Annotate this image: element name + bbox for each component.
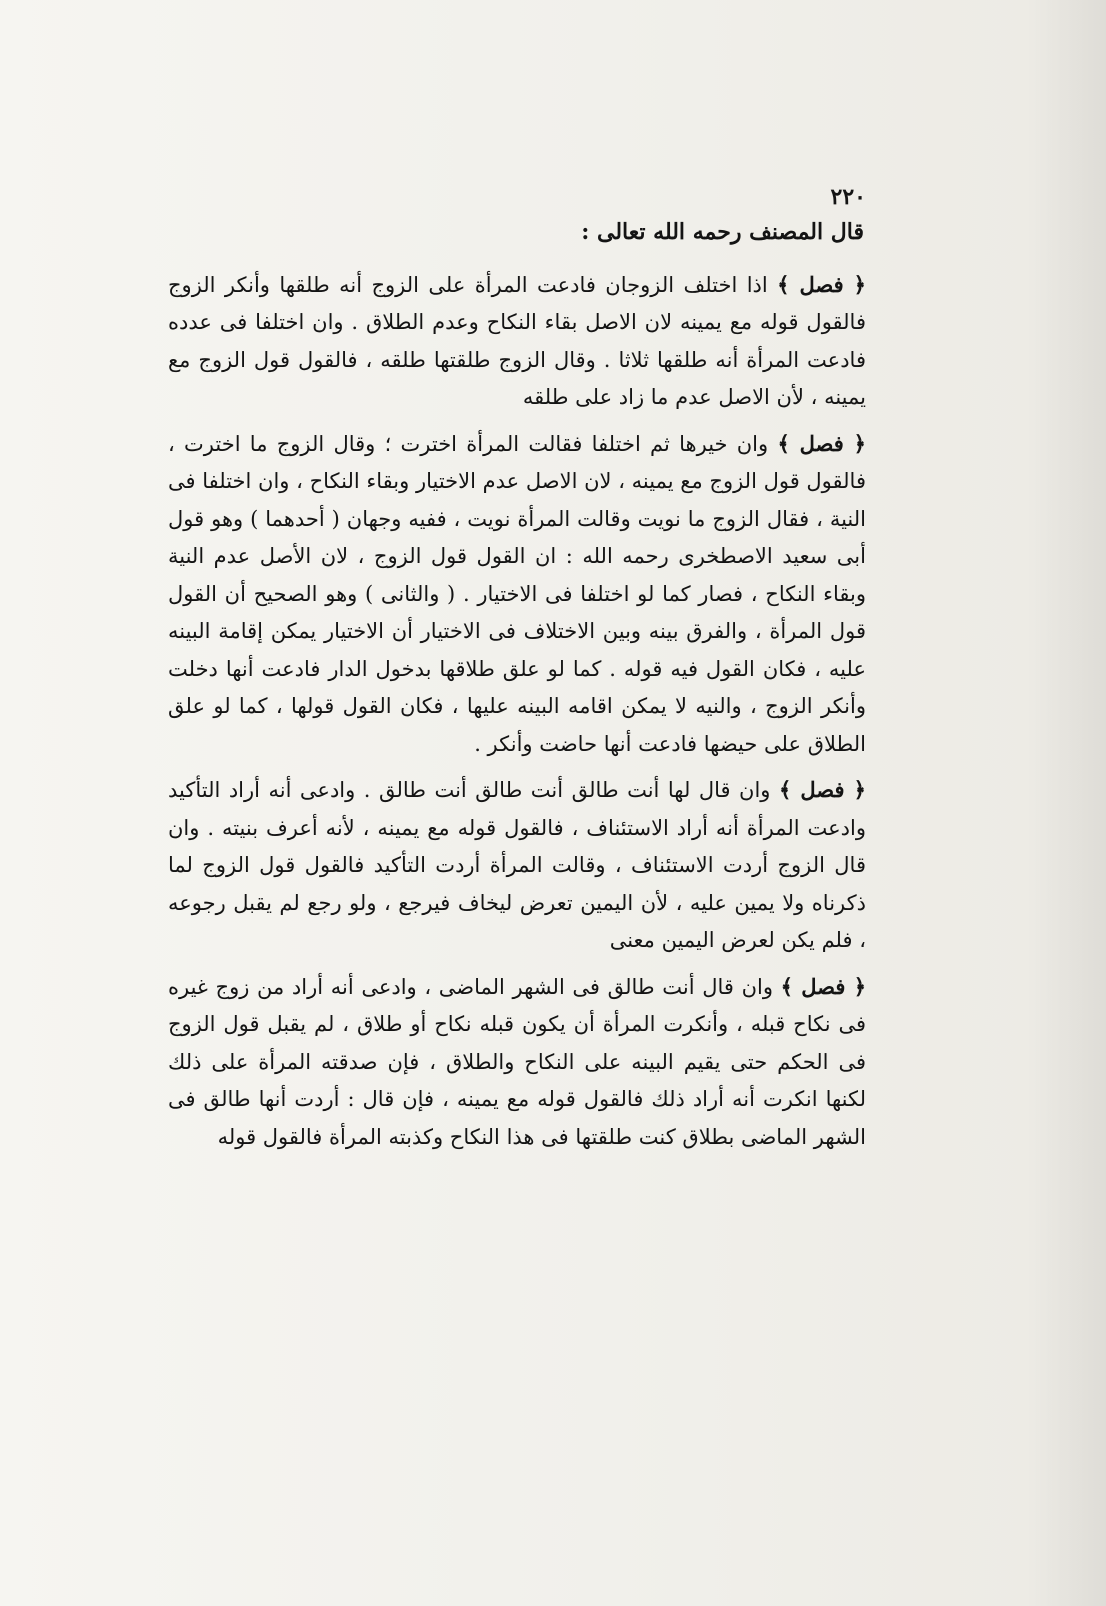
- section-label: ﴿ فصل ﴾: [777, 271, 866, 297]
- paragraph-text: وان قال أنت طالق فى الشهر الماضى ، وادعى أنه أراد من زوج غيره فى نكاح قبله ، وأنكرت المرأة أن يكون قبله نكاح أو طلاق ، لم يقبل قول الزوج فى الحكم حتى يقيم البينه على النكاح والطلاق ، فإن صدقته المرأة على ذلك لكنها انكرت أنه أراد ذلك فالقول قوله مع يمينه ، فإن قال : أردت أنها طالق فى الشهر الماضى بطلاق كنت طلقتها فى هذا النكاح وكذبته المرأة فالقول قوله: [168, 974, 866, 1149]
- paragraph-text: وان قال لها أنت طالق أنت طالق أنت طالق . وادعى أنه أراد التأكيد وادعت المرأة أنه أراد الاستئناف ، فالقول قوله مع يمينه ، لأنه أعرف بنيته . وان قال الزوج أردت الاستئناف ، وقالت المرأة أردت التأكيد فالقول قول الزوج لما ذكرناه ولا يمين عليه ، لأن اليمين تعرض ليخاف فيرجع ، ولو رجع لم يقبل رجوعه ، فلم يكن لعرض اليمين معنى: [168, 778, 866, 952]
- section-label: ﴿ فصل ﴾: [778, 777, 866, 802]
- intro-line: قال المصنف رحمه الله تعالى :: [581, 219, 864, 245]
- paragraph-4: [168, 968, 866, 1157]
- paragraph-3: [168, 771, 866, 960]
- paragraph-text: وان خيرها ثم اختلفا فقالت المرأة اخترت ؛ وقال الزوج ما اخترت ، فالقول قول الزوج مع يمينه ، لان الاصل عدم الاختيار وبقاء النكاح ، وان اختلفا فى النية ، فقال الزوج ما نويت وقالت المرأة نويت ، ففيه وجهان ( أحدهما ) وهو قول أبى سعيد الاصطخرى رحمه الله : ان القول قول الزوج ، لان الأصل عدم النية وبقاء النكاح ، فصار كما لو اختلفا فى الاختيار . ( والثانى ) وهو الصحيح أن القول قول المرأة ، والفرق بينه وبين الاختلاف فى الاختيار أن الاختيار يمكن إقامة البينه عليه ، فكان القول فيه قوله . كما لو علق طلاقها بدخول الدار فادعت أنها دخلت وأنكر الزوج ، والنيه لا يمكن اقامه البينه عليها ، فكان القول قولها ، كما لو علق الطلاق على حيضها فادعت أنها حاضت وأنكر .: [168, 431, 866, 756]
- text-block: [168, 180, 866, 1164]
- section-label: ﴿ فصل ﴾: [777, 430, 866, 456]
- paragraph-2: [168, 425, 866, 764]
- paragraph-1: [168, 266, 866, 417]
- section-label: ﴿ فصل ﴾: [780, 973, 866, 999]
- page-number: ٢٢٠: [830, 184, 866, 210]
- paragraph-text: اذا اختلف الزوجان فادعت المرأة على الزوج أنه طلقها وأنكر الزوج فالقول قوله مع يمينه لان الاصل بقاء النكاح وعدم الطلاق . وان اختلفا فى عدده فادعت المرأة أنه طلقها ثلاثا . وقال الزوج طلقتها طلقه ، فالقول قول الزوج مع يمينه ، لأن الاصل عدم ما زاد على طلقه: [168, 272, 866, 409]
